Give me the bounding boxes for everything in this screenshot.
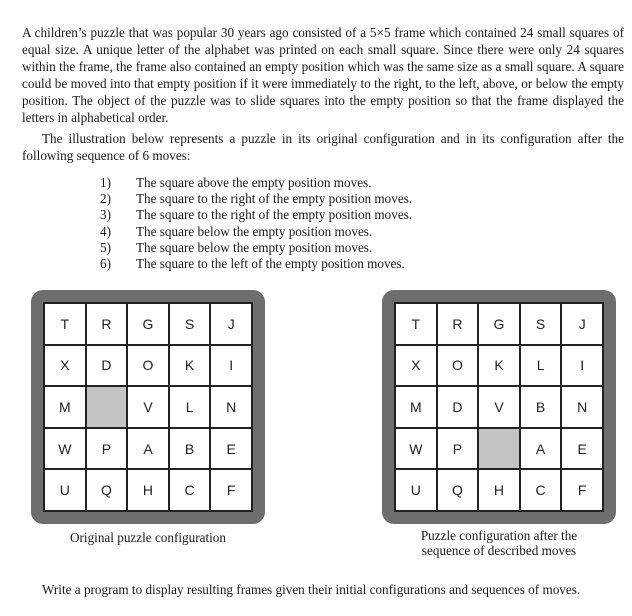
- puzzle-square: R: [86, 303, 128, 345]
- puzzle-square: E: [210, 428, 252, 470]
- move-text: The square to the left of the empty position moves.: [136, 256, 405, 272]
- puzzle-square: M: [44, 386, 86, 428]
- move-item: [100, 207, 412, 223]
- puzzle-square: I: [210, 345, 252, 387]
- move-number: 1): [100, 175, 111, 190]
- after-caption-line-2: sequence of described moves: [421, 543, 577, 558]
- puzzle-square: S: [520, 303, 562, 345]
- puzzle-square: H: [478, 469, 520, 511]
- puzzle-square: I: [561, 345, 603, 387]
- puzzle-square: G: [478, 303, 520, 345]
- puzzle-square: A: [520, 428, 562, 470]
- puzzle-square: O: [437, 345, 479, 387]
- closing-instruction: Write a program to display resulting frames given their initial configurations and sequences of moves.: [42, 582, 581, 597]
- puzzle-square: S: [169, 303, 211, 345]
- puzzle-square: V: [127, 386, 169, 428]
- puzzle-square: C: [520, 469, 562, 511]
- puzzle-square: A: [127, 428, 169, 470]
- puzzle-square: W: [395, 428, 437, 470]
- puzzle-square: O: [127, 345, 169, 387]
- move-text: The square to the right of the empty position moves.: [136, 207, 413, 223]
- puzzle-square: F: [210, 469, 252, 511]
- puzzle-square: V: [478, 386, 520, 428]
- puzzle-square: Q: [437, 469, 479, 511]
- puzzle-square: F: [561, 469, 603, 511]
- move-item: [100, 240, 412, 256]
- move-item: [100, 256, 412, 272]
- puzzle-square: N: [561, 386, 603, 428]
- after-puzzle-grid: [394, 302, 604, 512]
- empty-position: [478, 428, 520, 470]
- puzzle-square: T: [395, 303, 437, 345]
- after-puzzle-caption: [382, 528, 616, 558]
- original-puzzle-caption: Original puzzle configuration: [70, 530, 226, 545]
- puzzle-square: K: [169, 345, 211, 387]
- puzzle-square: C: [169, 469, 211, 511]
- move-item: [100, 224, 412, 240]
- puzzle-square: D: [437, 386, 479, 428]
- puzzle-square: J: [210, 303, 252, 345]
- puzzle-square: P: [86, 428, 128, 470]
- move-item: [100, 175, 412, 191]
- move-text: The square below the empty position moves.: [136, 223, 373, 239]
- move-text: The square above the empty position moves.: [136, 175, 372, 190]
- empty-position: [86, 386, 128, 428]
- move-number: 3): [100, 207, 111, 223]
- original-puzzle-frame: [31, 290, 265, 524]
- move-text: The square to the right of the empty position moves.: [136, 191, 413, 207]
- after-puzzle-frame: [382, 290, 616, 524]
- puzzle-square: L: [169, 386, 211, 428]
- original-puzzle-grid: [43, 302, 253, 512]
- puzzle-square: K: [478, 345, 520, 387]
- move-text: The square below the empty position moves.: [136, 239, 373, 255]
- move-number: 5): [100, 239, 111, 255]
- puzzle-square: M: [395, 386, 437, 428]
- puzzle-square: B: [520, 386, 562, 428]
- move-number: 6): [100, 256, 111, 272]
- puzzle-square: X: [395, 345, 437, 387]
- puzzle-square: R: [437, 303, 479, 345]
- puzzle-square: E: [561, 428, 603, 470]
- after-caption-line-1: Puzzle configuration after the: [420, 528, 578, 543]
- puzzle-square: L: [520, 345, 562, 387]
- puzzle-square: X: [44, 345, 86, 387]
- puzzle-square: U: [395, 469, 437, 511]
- move-number: 2): [100, 191, 111, 207]
- puzzle-square: Q: [86, 469, 128, 511]
- moves-list: [100, 175, 412, 272]
- puzzle-square: G: [127, 303, 169, 345]
- puzzle-square: N: [210, 386, 252, 428]
- move-number: 4): [100, 223, 111, 239]
- puzzle-square: J: [561, 303, 603, 345]
- puzzle-square: B: [169, 428, 211, 470]
- puzzle-square: U: [44, 469, 86, 511]
- puzzle-square: P: [437, 428, 479, 470]
- intro-paragraph: A children’s puzzle that was popular 30 years ago consisted of a 5×5 frame which contained 24 small squares of equal size. A unique letter of the alphabet was printed on each small square. Since there were only 24 squares within the frame, the frame also contained an empty position which was the same size as a small square. A square could be moved into that empty position if it were immediately to the right, to the left, above, or below the empty position. The object of the puzzle was to slide squares into the empty position so that the frame displayed the letters in alphabetical order.: [22, 25, 624, 125]
- puzzle-square: T: [44, 303, 86, 345]
- illustration-paragraph: The illustration below represents a puzzle in its original configuration and in its configuration after the following sequence of 6 moves:: [22, 131, 624, 163]
- move-item: [100, 191, 412, 207]
- puzzle-square: W: [44, 428, 86, 470]
- puzzle-square: D: [86, 345, 128, 387]
- puzzle-square: H: [127, 469, 169, 511]
